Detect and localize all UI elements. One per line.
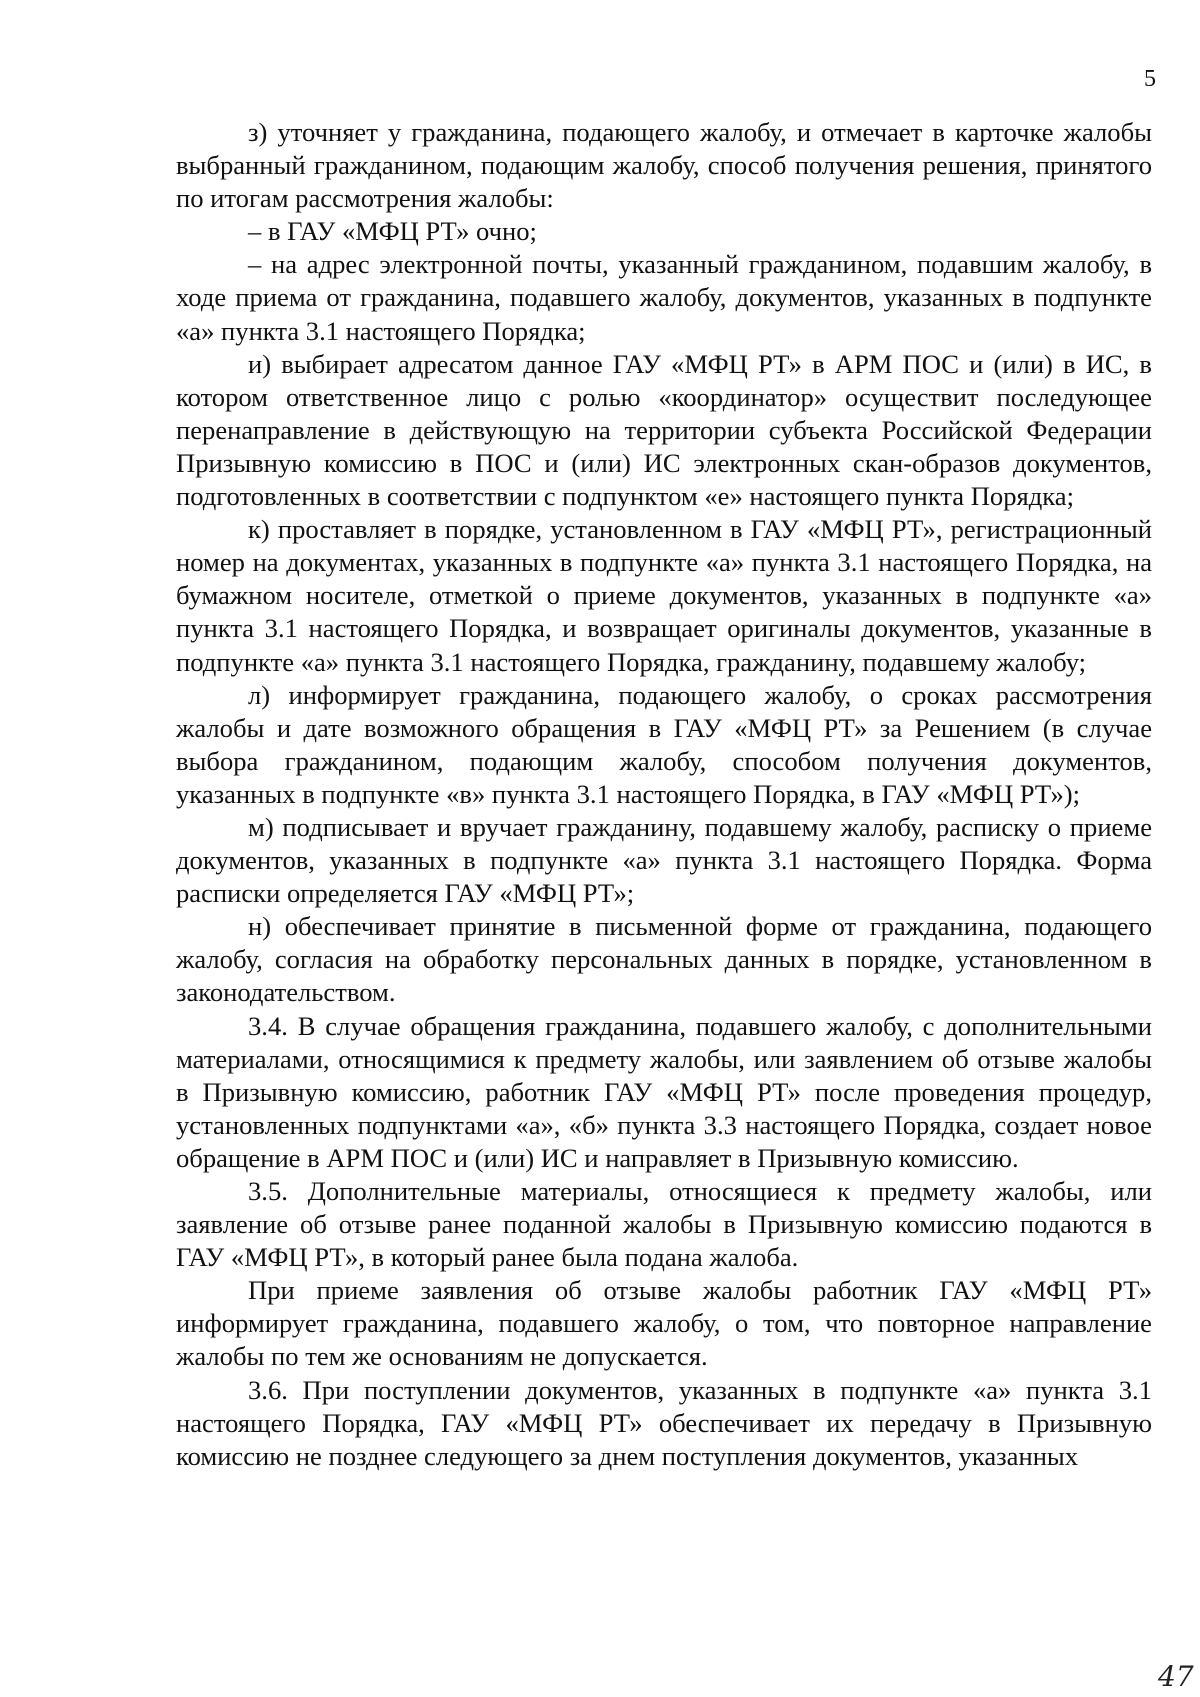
list-item-in-person: – в ГАУ «МФЦ РТ» очно;	[248, 216, 537, 247]
paragraph-n: н) обеспечивает принятие в письменной форме от гражданина, подающего жалобу, согласия на обработку персональных данных в порядке, установленном в законодательством.	[176, 911, 1152, 1008]
handwritten-folio-mark: 47	[1158, 1660, 1194, 1693]
paragraph-m: м) подписывает и вручает гражданину, подавшему жалобу, расписку о приеме документов, указанных в подпункте «а» пункта 3.1 настоящего Порядка. Форма расписки определяется ГАУ «МФЦ РТ»;	[176, 811, 1152, 909]
paragraph-3-4: 3.4. В случае обращения гражданина, подавшего жалобу, с дополнительными материалами, относящимися к предмету жалобы, или заявлением об отзыве жалобы в Призывную комиссию, работник ГАУ «МФЦ РТ» после проведения процедур, установленных подпунктами «а», «б» пункта 3.3 настоящего Порядка, создает новое обращение в АРМ ПОС и (или) ИС и направляет в Призывную комиссию.	[176, 1010, 1152, 1173]
paragraph-3-5-withdrawal: При приеме заявления об отзыве жалобы работник ГАУ «МФЦ РТ» информирует гражданина, подавшего жалобу, о том, что повторное направление жалобы по тем же основаниям не допускается.	[176, 1275, 1152, 1372]
paragraph-l: л) информирует гражданина, подающего жалобу, о сроках рассмотрения жалобы и дате возможного обращения в ГАУ «МФЦ РТ» за Решением (в случае выбора гражданином, подающим жалобу, способом получения документов, указанных в подпункте «в» пункта 3.1 настоящего Порядка, в ГАУ «МФЦ РТ»);	[176, 679, 1152, 809]
paragraph-z: з) уточняет у гражданина, подающего жалобу, и отмечает в карточке жалобы выбранный гражданином, подающим жалобу, способ получения решения, принятого по итогам рассмотрения жалобы:	[176, 117, 1152, 214]
paragraph-i: и) выбирает адресатом данное ГАУ «МФЦ РТ» в АРМ ПОС и (или) в ИС, в котором ответственное лицо с ролью «координатор» осуществит последующее перенаправление в действующую на территории субъекта Российской Федерации Призывную комиссию в ПОС и (или) ИС электронных скан-образов документов, подготовленных в соответствии с подпунктом «е» настоящего пункта Порядка;	[176, 348, 1152, 512]
list-item-email: – на адрес электронной почты, указанный гражданином, подавшим жалобу, в ходе приема от гражданина, подавшего жалобу, документов, указанных в подпункте «а» пункта 3.1 настоящего Порядка;	[176, 249, 1152, 346]
page-number: 5	[1144, 66, 1156, 92]
paragraph-3-5: 3.5. Дополнительные материалы, относящиеся к предмету жалобы, или заявление об отзыве ранее поданной жалобы в Призывную комиссию подаются в ГАУ «МФЦ РТ», в который ранее была подана жалоба.	[176, 1176, 1152, 1273]
paragraph-k: к) проставляет в порядке, установленном в ГАУ «МФЦ РТ», регистрационный номер на документах, указанных в подпункте «а» пункта 3.1 настоящего Порядка, на бумажном носителе, отметкой о приеме документов, указанных в подпункте «а» пункта 3.1 настоящего Порядка, и возвращает оригиналы документов, указанные в подпункте «а» пункта 3.1 настоящего Порядка, гражданину, подавшему жалобу;	[176, 514, 1152, 677]
paragraph-3-6: 3.6. При поступлении документов, указанных в подпункте «а» пункта 3.1 настоящего Порядка, ГАУ «МФЦ РТ» обеспечивает их передачу в Призывную комиссию не позднее следующего за днем поступления документов, указанных	[176, 1374, 1152, 1471]
document-body	[176, 116, 1152, 1473]
